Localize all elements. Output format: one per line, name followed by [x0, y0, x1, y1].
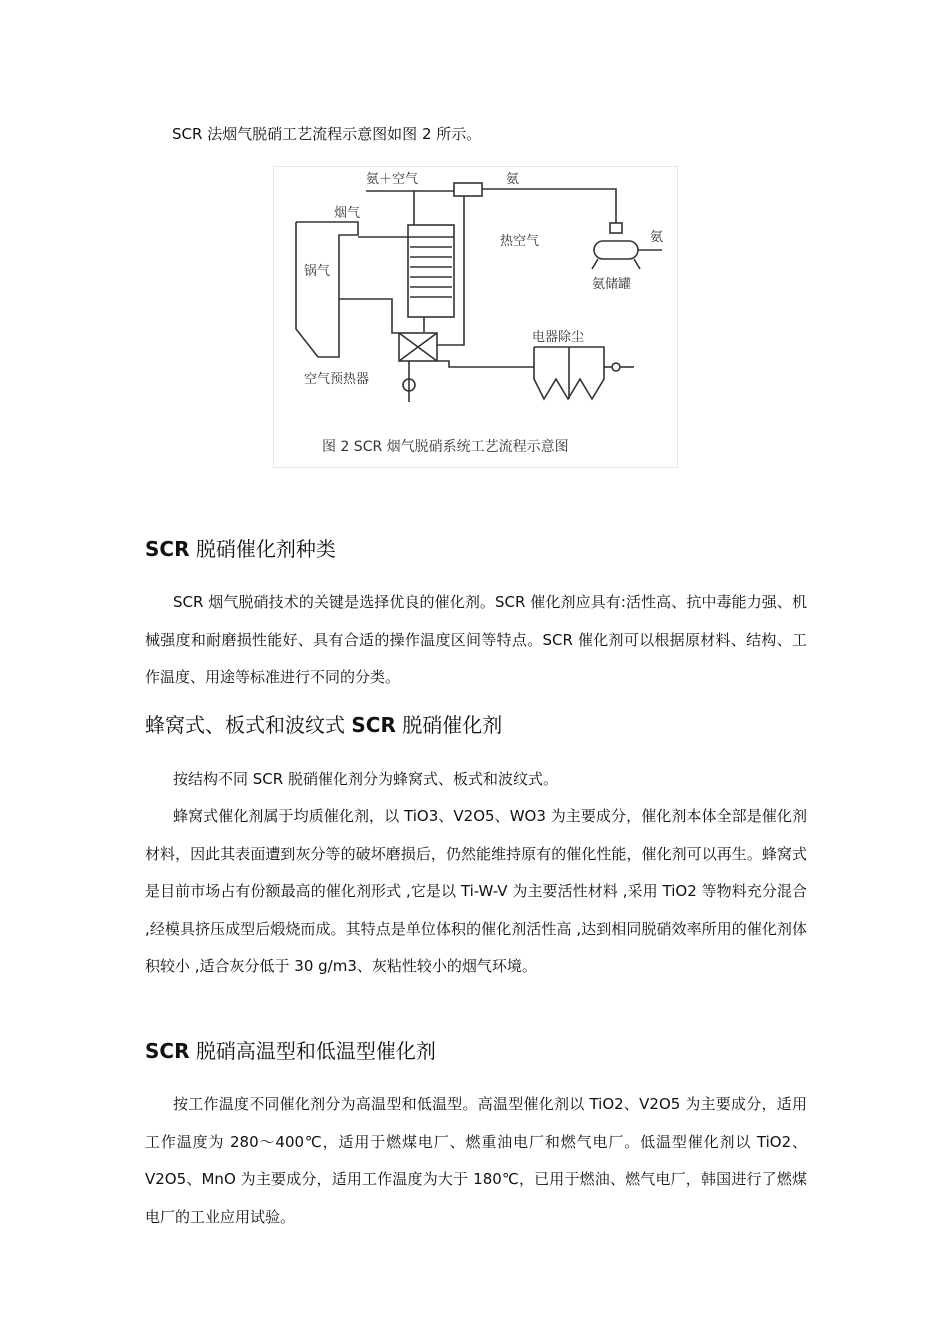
heading-text: 脱硝高温型和低温型催化剂: [189, 1039, 436, 1063]
heading-bold-text: SCR: [145, 537, 190, 561]
section-heading-catalyst-types: [145, 535, 336, 563]
process-flow-diagram: [274, 167, 679, 469]
label-flue-gas: 烟气: [334, 206, 361, 221]
label-boiler: 锅气: [304, 264, 331, 279]
section-heading-structure-types: [145, 711, 502, 739]
paragraph: 按结构不同 SCR 脱硝催化剂分为蜂窝式、板式和波纹式。: [173, 770, 558, 788]
label-ammonia-air: 氨＋空气: [366, 172, 419, 187]
label-air-preheater: 空气预热器: [304, 372, 370, 387]
label-ammonia-tank: 氨储罐: [592, 277, 632, 292]
ammonia-mixer: [454, 183, 482, 196]
ammonia-tank-valve: [610, 223, 622, 233]
ammonia-tank: [594, 241, 638, 259]
label-hot-air: 热空气: [500, 234, 540, 249]
label-esp: 电器除尘: [532, 330, 585, 345]
heading-text: 脱硝催化剂: [395, 713, 503, 737]
figure-caption: 图 2 SCR 烟气脱硝系统工艺流程示意图: [322, 439, 569, 455]
boiler-shape: [296, 222, 358, 357]
label-ammonia-side: 氨: [650, 230, 664, 245]
heading-bold-text: SCR: [145, 1039, 190, 1063]
heading-bold-text: SCR: [351, 713, 396, 737]
heading-text: 脱硝催化剂种类: [189, 537, 336, 561]
process-flow-figure: [273, 166, 678, 468]
label-ammonia-top: 氨: [506, 172, 520, 187]
paragraph: 按工作温度不同催化剂分为高温型和低温型。高温型催化剂以 TiO2、V2O5 为主要成分，适用工作温度为 280～400℃，适用于燃煤电厂、燃重油电厂和燃气电厂。低温型催化剂以 TiO2、V2O5、MnO 为主要成分，适用工作温度为大于 180℃，已用于燃油、燃气电厂，韩国进行了燃煤电厂的工业应用试验。: [145, 1095, 807, 1226]
heading-text-pre: 蜂窝式、板式和波纹式: [145, 713, 352, 737]
scr-reactor: [408, 225, 454, 317]
intro-text: SCR 法烟气脱硝工艺流程示意图如图 2 所示。: [172, 125, 482, 143]
paragraph: SCR 烟气脱硝技术的关键是选择优良的催化剂。SCR 催化剂应具有:活性高、抗中毒能力强、机械强度和耐磨损性能好、具有合适的操作温度区间等特点。SCR 催化剂可以根据原材料、结构、工作温度、用途等标准进行不同的分类。: [145, 593, 807, 687]
section-heading-temperature-types: [145, 1037, 436, 1065]
paragraph: 蜂窝式催化剂属于均质催化剂，以 TiO3、V2O5、WO3 为主要成分，催化剂本体全部是催化剂材料，因此其表面遭到灰分等的破坏磨损后，仍然能维持原有的催化性能，催化剂可以再生。蜂窝式是目前市场占有份额最高的催化剂形式 ,它是以 Ti-W-V 为主要活性材料 ,采用 TiO2 等物料充分混合 ,经模具挤压成型后煅烧而成。其特点是单位体积的催化剂活性高 ,达到相同脱硝效率所用的催化剂体积较小 ,适合灰分低于 30 g/m3、灰粘性较小的烟气环境。: [145, 807, 807, 976]
